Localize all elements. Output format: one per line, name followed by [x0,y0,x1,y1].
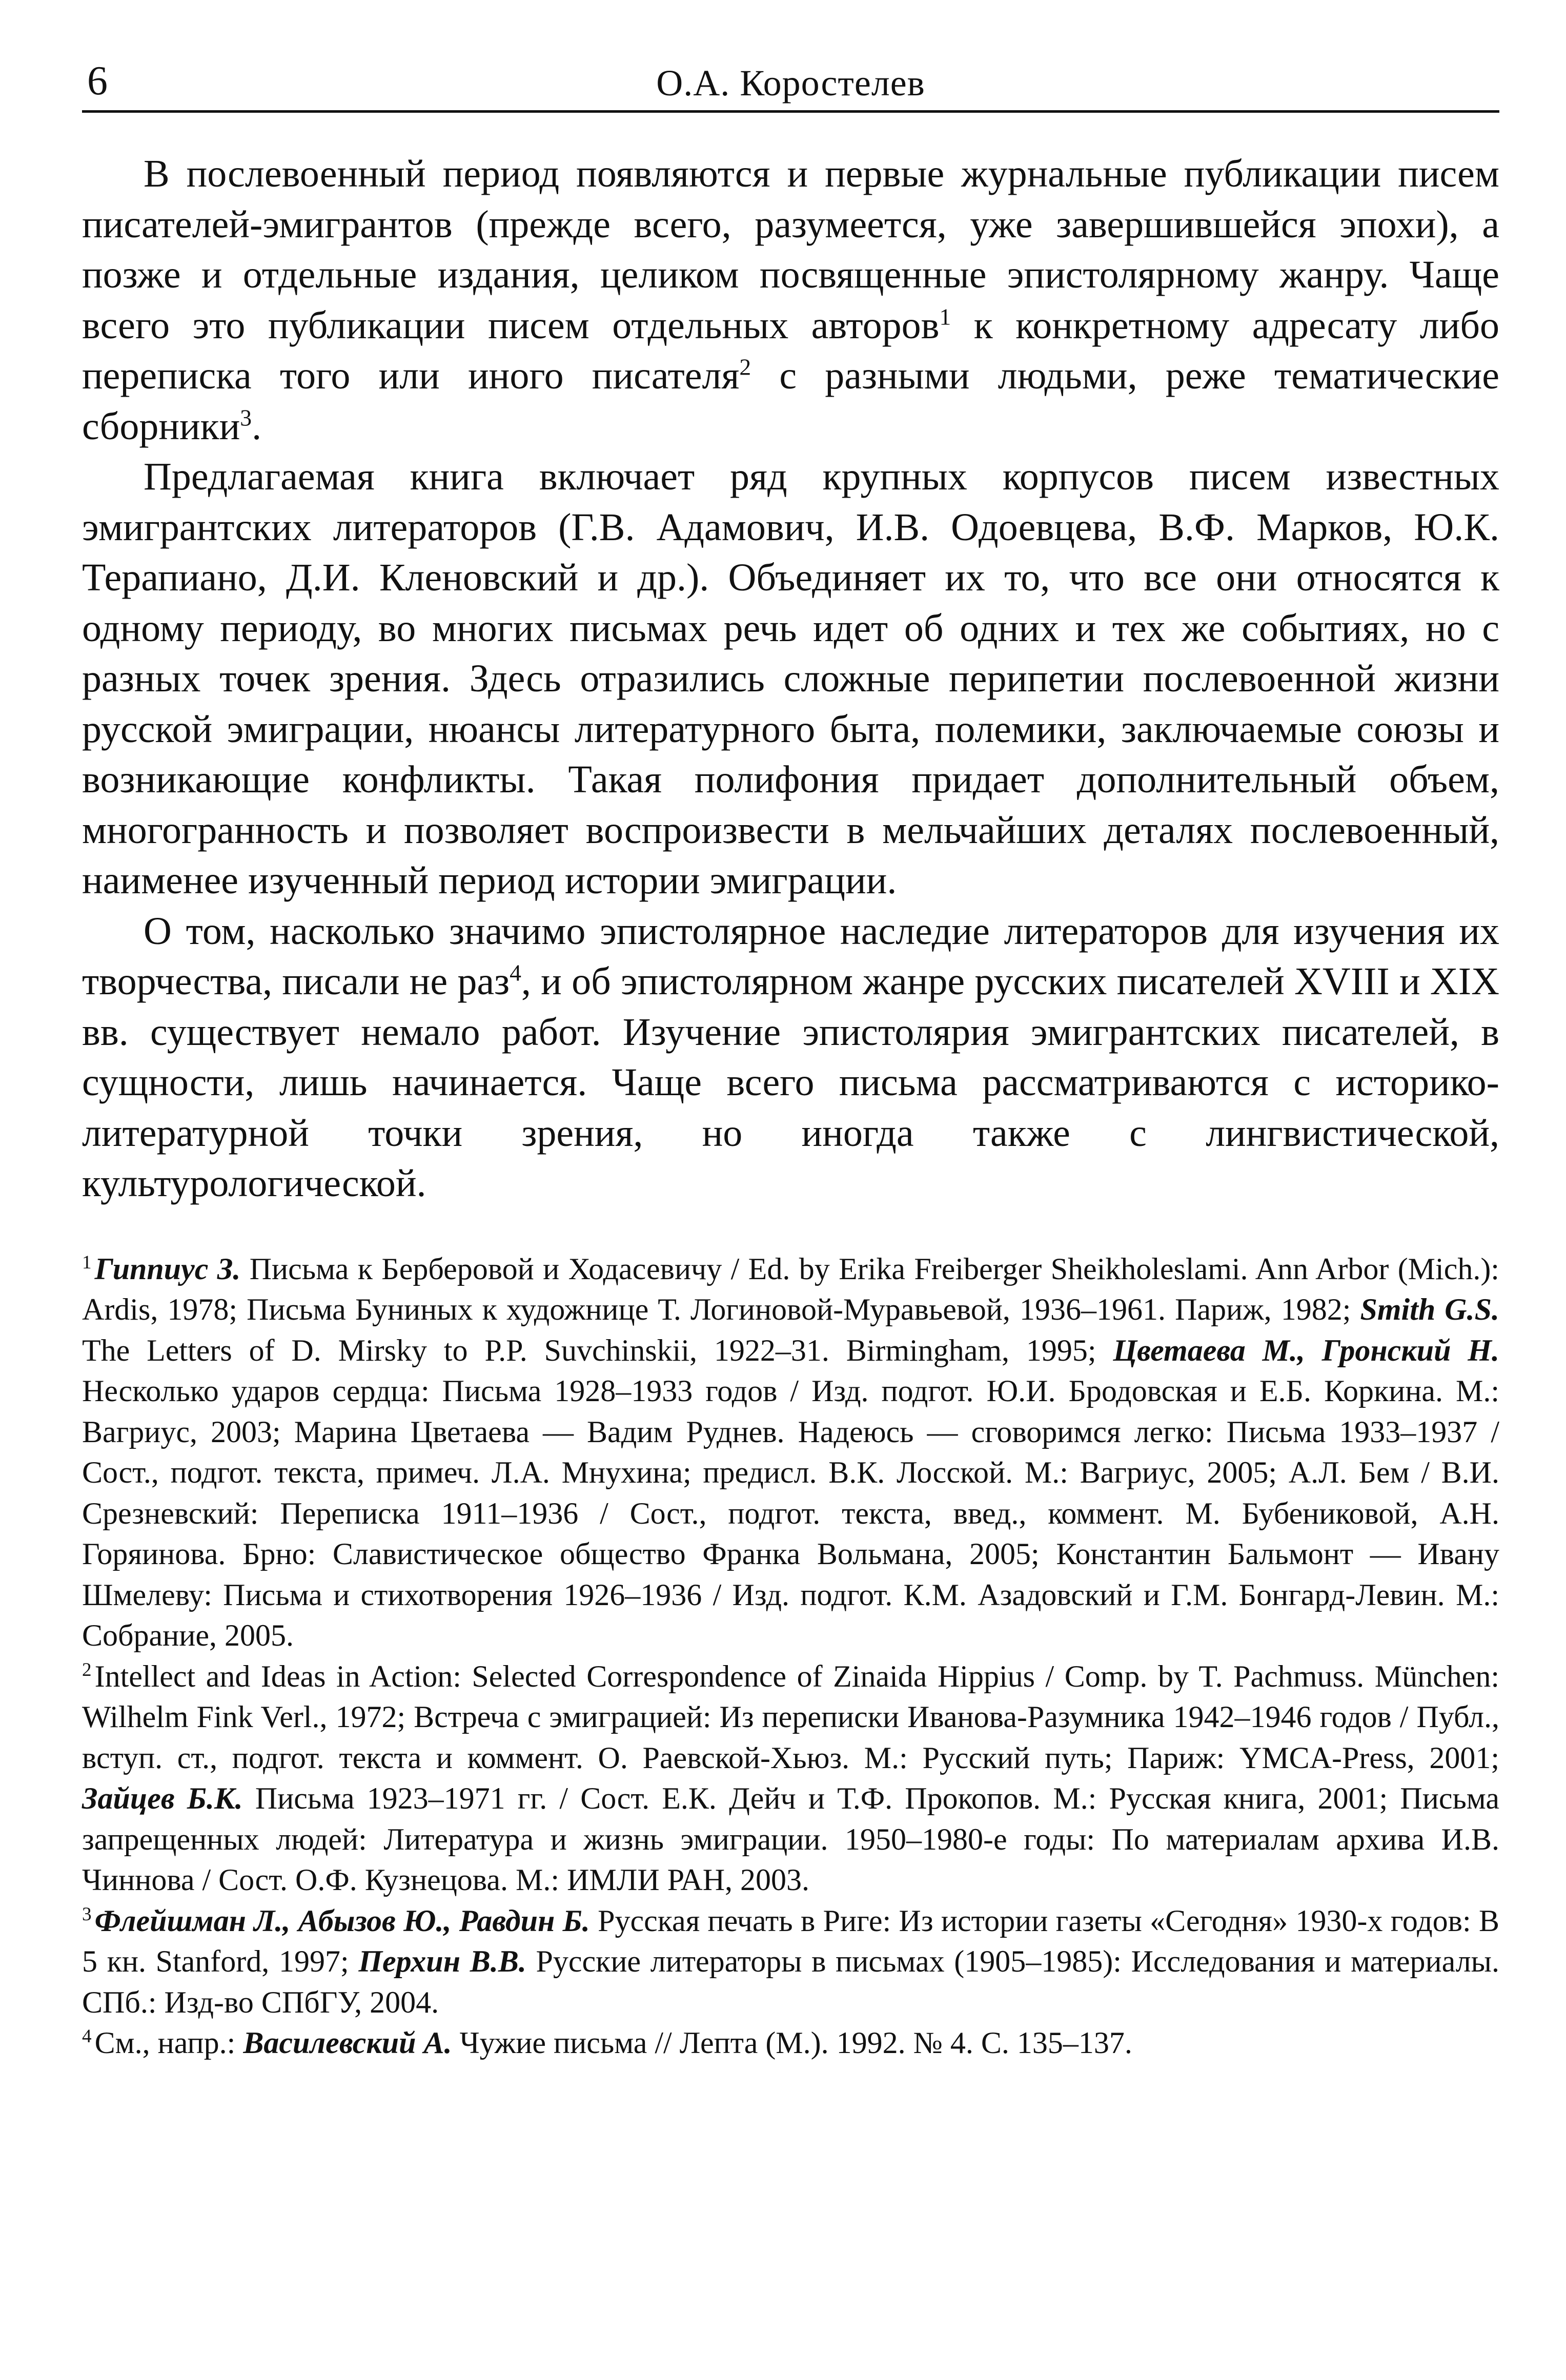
text-run: с разными людьми, реже тематические сборники [82,354,1499,448]
paragraph-1 [82,149,1499,452]
cited-author: Зайцев Б.К. [82,1781,243,1815]
text-run: к конкретному адресату либо переписка того или иного писателя [82,303,1499,397]
text-run: Письма к Берберовой и Ходасевичу / Ed. by Erika Freiberger Sheikholeslami. Ann Arbor (Mich.): Ardis, 1978; Письма Буниных к художнице Т. Логиновой-Муравьевой, 1936–1961. Париж, 1982; [82,1251,1499,1326]
text-run: Предлагаемая книга включает ряд крупных корпусов писем известных эмигрантских литераторов (Г.В. Адамович, И.В. Одоевцева, В.Ф. Марков, Ю.К. Терапиано, Д.И. Кленовский и др.). Объединяет их то, что все они относятся к одному периоду, во многих письмах речь идет об одних и тех же событиях, но с разных точек зрения. Здесь отразились сложные перипетии послевоенной жизни русской эмиграции, нюансы литературного быта, полемики, заключаемые союзы и возникающие конфликты. Такая полифония придает дополнительный объем, многогранность и позволяет воспроизвести в мельчайших деталях послевоенный, наименее изученный период истории эмиграции. [82,455,1499,902]
book-page [82,54,1499,2064]
cited-author: Гиппиус З. [94,1251,241,1286]
text-run: Intellect and Ideas in Action: Selected Correspondence of Zinaida Hippius / Comp. by T. Pachmuss. München: Wilhelm Fink Verl., 1972; Встреча с эмиграцией: Из переписки Иванова-Разумника 1942–1946 годов / Публ., вступ. ст., подгот. текста и коммент. О. Раевской-Хьюз. М.: Русский путь; Париж: YMCA-Press, 2001; [82,1659,1499,1775]
text-run: Письма 1923–1971 гг. / Сост. Е.К. Дейч и Т.Ф. Прокопов. М.: Русская книга, 2001; Письма запрещенных людей: Литература и жизнь эмиграции. 1950–1980-е годы: По материалам архива И.В. Чиннова / Сост. О.Ф. Кузнецова. М.: ИМЛИ РАН, 2003. [82,1781,1500,1897]
running-head-author: О.А. Коростелев [656,63,925,104]
text-run: Русская печать в Риге: Из истории газеты «Сегодня» 1930-х годов: В 5 кн. Stanford, 1997; [82,1903,1500,1978]
cited-author: Цветаева М., Гронский Н. [1113,1333,1499,1367]
cited-author: Василевский А. [243,2026,452,2060]
text-run: Несколько ударов сердца: Письма 1928–1933 годов / Изд. подгот. Ю.И. Бродовская и Е.Б. Коркина. М.: Вагриус, 2003; Марина Цветаева — Вадим Руднев. Надеюсь — сговоримся легко: Письма 1933–1937 / Сост., подгот. текста, примеч. Л.А. Мнухина; предисл. В.К. Лосской. М.: Вагриус, 2005; А.Л. Бем / В.И. Срезневский: Переписка 1911–1936 / Сост., подгот. текста, введ., коммент. М. Бубениковой, А.Н. Горяинова. Брно: Славистическое общество Франка Вольмана, 2005; Константин Бальмонт — Ивану Шмелеву: Письма и стихотворения 1926–1936 / Изд. подгот. К.М. Азадовский и Г.М. Бонгард-Левин. М.: Собрание, 2005. [82,1374,1499,1652]
running-head [82,54,1499,113]
footnote-3 [82,1901,1499,2023]
footnote-number: 2 [82,1659,92,1680]
footnote-number: 3 [82,1903,92,1925]
text-run: О том, насколько значимо эпистолярное наследие литераторов для изучения их творчества, писали не раз [82,909,1499,1003]
text-run: Русские литераторы в письмах (1905–1985): Исследования и материалы. СПб.: Изд-во СПбГУ, 2004. [82,1944,1499,2019]
footnote-reference: 1 [939,303,951,330]
text-run: В послевоенный период появляются и первые журнальные публикации писем писателей-эмигрантов (прежде всего, разумеется, уже завершившейся эпохи), а позже и отдельные издания, целиком посвященные эпистолярному жанру. Чаще всего это публикации писем отдельных авторов [82,152,1499,347]
footnote-number: 1 [82,1251,92,1273]
cited-author: Smith G.S. [1360,1292,1499,1326]
cited-author: Перхин В.В. [358,1944,526,1978]
footnote-reference: 3 [240,404,252,431]
footnote-4 [82,2023,1499,2064]
footnote-2 [82,1656,1499,1901]
footnote-number: 4 [82,2026,92,2047]
text-run: , и об эпистолярном жанре русских писателей XVIII и XIX вв. существует немало работ. Изучение эпистолярия эмигрантских писателей, в сущности, лишь начинается. Чаще всего письма рассматриваются с историко-литературной точки зрения, но иногда также с лингвистической, культурологической. [82,960,1499,1205]
text-run: The Letters of D. Mirsky to P.P. Suvchinskii, 1922–31. Birmingham, 1995; [82,1333,1113,1367]
footnote-reference: 2 [739,354,751,380]
page-number: 6 [87,58,108,104]
footnote-1 [82,1249,1499,1656]
paragraph-3 [82,906,1499,1209]
footnote-reference: 4 [510,959,521,986]
main-text [82,149,1499,1209]
text-run: См., напр.: [94,2026,243,2060]
cited-author: Флейшман Л., Абызов Ю., Равдин Б. [94,1903,590,1938]
text-run: Чужие письма // Лепта (М.). 1992. № 4. С. 135–137. [452,2026,1132,2060]
text-run: . [252,404,262,448]
paragraph-2 [82,452,1499,906]
footnotes [82,1249,1499,2064]
